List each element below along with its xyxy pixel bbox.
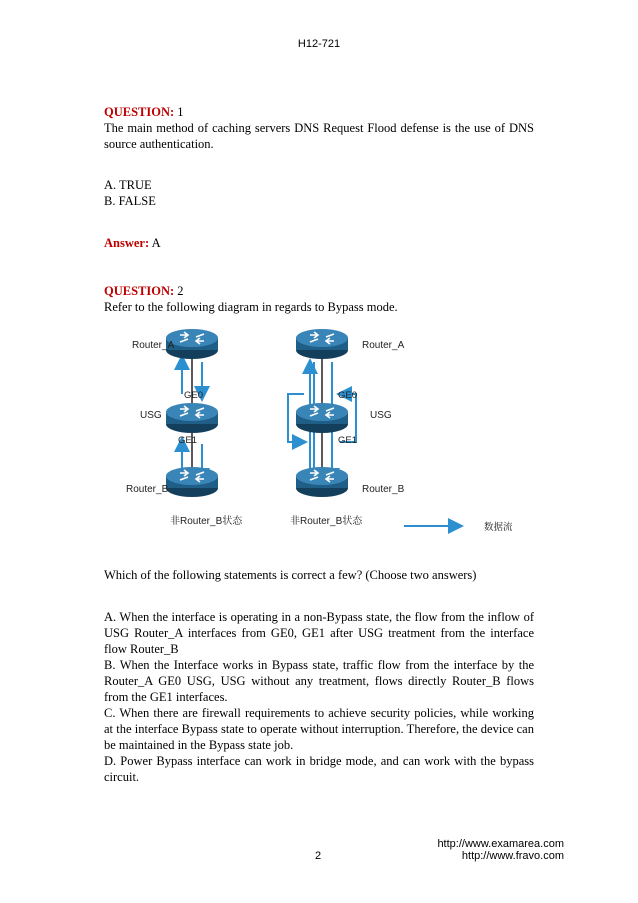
- left-router-a-label: Router_A: [132, 340, 175, 351]
- page-number: 2: [315, 850, 322, 862]
- question-label: QUESTION:: [104, 284, 175, 298]
- right-router-b-label: Router_B: [362, 484, 405, 495]
- left-topology: [126, 329, 243, 527]
- router-b-icon: [166, 467, 218, 497]
- router-b-icon: [296, 467, 348, 497]
- left-ge1-label: GE1: [178, 435, 198, 446]
- question-label: QUESTION:: [104, 105, 175, 119]
- question-2-prompt: Which of the following statements is correct a few? (Choose two answers): [104, 568, 477, 582]
- page-header: H12-721: [297, 38, 341, 50]
- right-caption: 非Router_B状态: [290, 516, 363, 527]
- right-usg-label: USG: [370, 410, 392, 421]
- question-2-option-c: C. When there are firewall requirements to achieve security policies, while working at the interface Bypass state to operate without interruption. Therefore, the device can be maintained in the Bypass state job.: [104, 706, 534, 752]
- question-2-intro: Refer to the following diagram in regards to Bypass mode.: [104, 300, 398, 314]
- diagram-legend: [404, 521, 513, 533]
- right-ge0-label: GE0: [338, 390, 358, 401]
- left-usg-label: USG: [140, 410, 162, 421]
- right-topology: [288, 329, 405, 527]
- question-2-heading: [104, 283, 534, 299]
- right-router-a-label: Router_A: [362, 340, 405, 351]
- question-2-option-a: A. When the interface is operating in a non-Bypass state, the flow from the inflow of USG Router_A interfaces from GE0, GE1 after USG treatment from the interface flow Router_B: [104, 610, 534, 656]
- question-1-option-b: B. FALSE: [104, 194, 156, 208]
- question-1-text: The main method of caching servers DNS Request Flood defense is the use of DNS source authentication.: [104, 121, 534, 151]
- usg-icon: [166, 403, 218, 433]
- left-caption: 非Router_B状态: [170, 516, 243, 527]
- footer-url-examarea[interactable]: http://www.examarea.com: [437, 838, 564, 850]
- question-2-option-d: D. Power Bypass interface can work in bridge mode, and can work with the bypass circuit.: [104, 754, 534, 784]
- legend-label: 数据流: [484, 522, 513, 533]
- router-a-icon: [296, 329, 348, 359]
- answer-value: A: [151, 236, 161, 250]
- question-1-answer: [104, 235, 534, 251]
- question-number: 1: [177, 105, 184, 119]
- bypass-diagram-svg: [104, 326, 524, 541]
- question-1-option-a: A. TRUE: [104, 178, 152, 192]
- question-number: 2: [177, 284, 184, 298]
- question-2-option-b: B. When the Interface works in Bypass state, traffic flow from the interface by the Router_A GE0 USG, USG without any treatment, flows directly Router_B flows from the GE1 interfaces.: [104, 658, 534, 704]
- left-router-b-label: Router_B: [126, 484, 169, 495]
- footer-url-fravo[interactable]: http://www.fravo.com: [461, 850, 564, 862]
- usg-icon: [296, 403, 348, 433]
- bypass-diagram: [104, 326, 524, 541]
- question-1-heading: [104, 104, 534, 120]
- right-ge1-label: GE1: [338, 435, 358, 446]
- left-ge0-label: GE0: [184, 390, 204, 401]
- answer-label: Answer:: [104, 236, 150, 250]
